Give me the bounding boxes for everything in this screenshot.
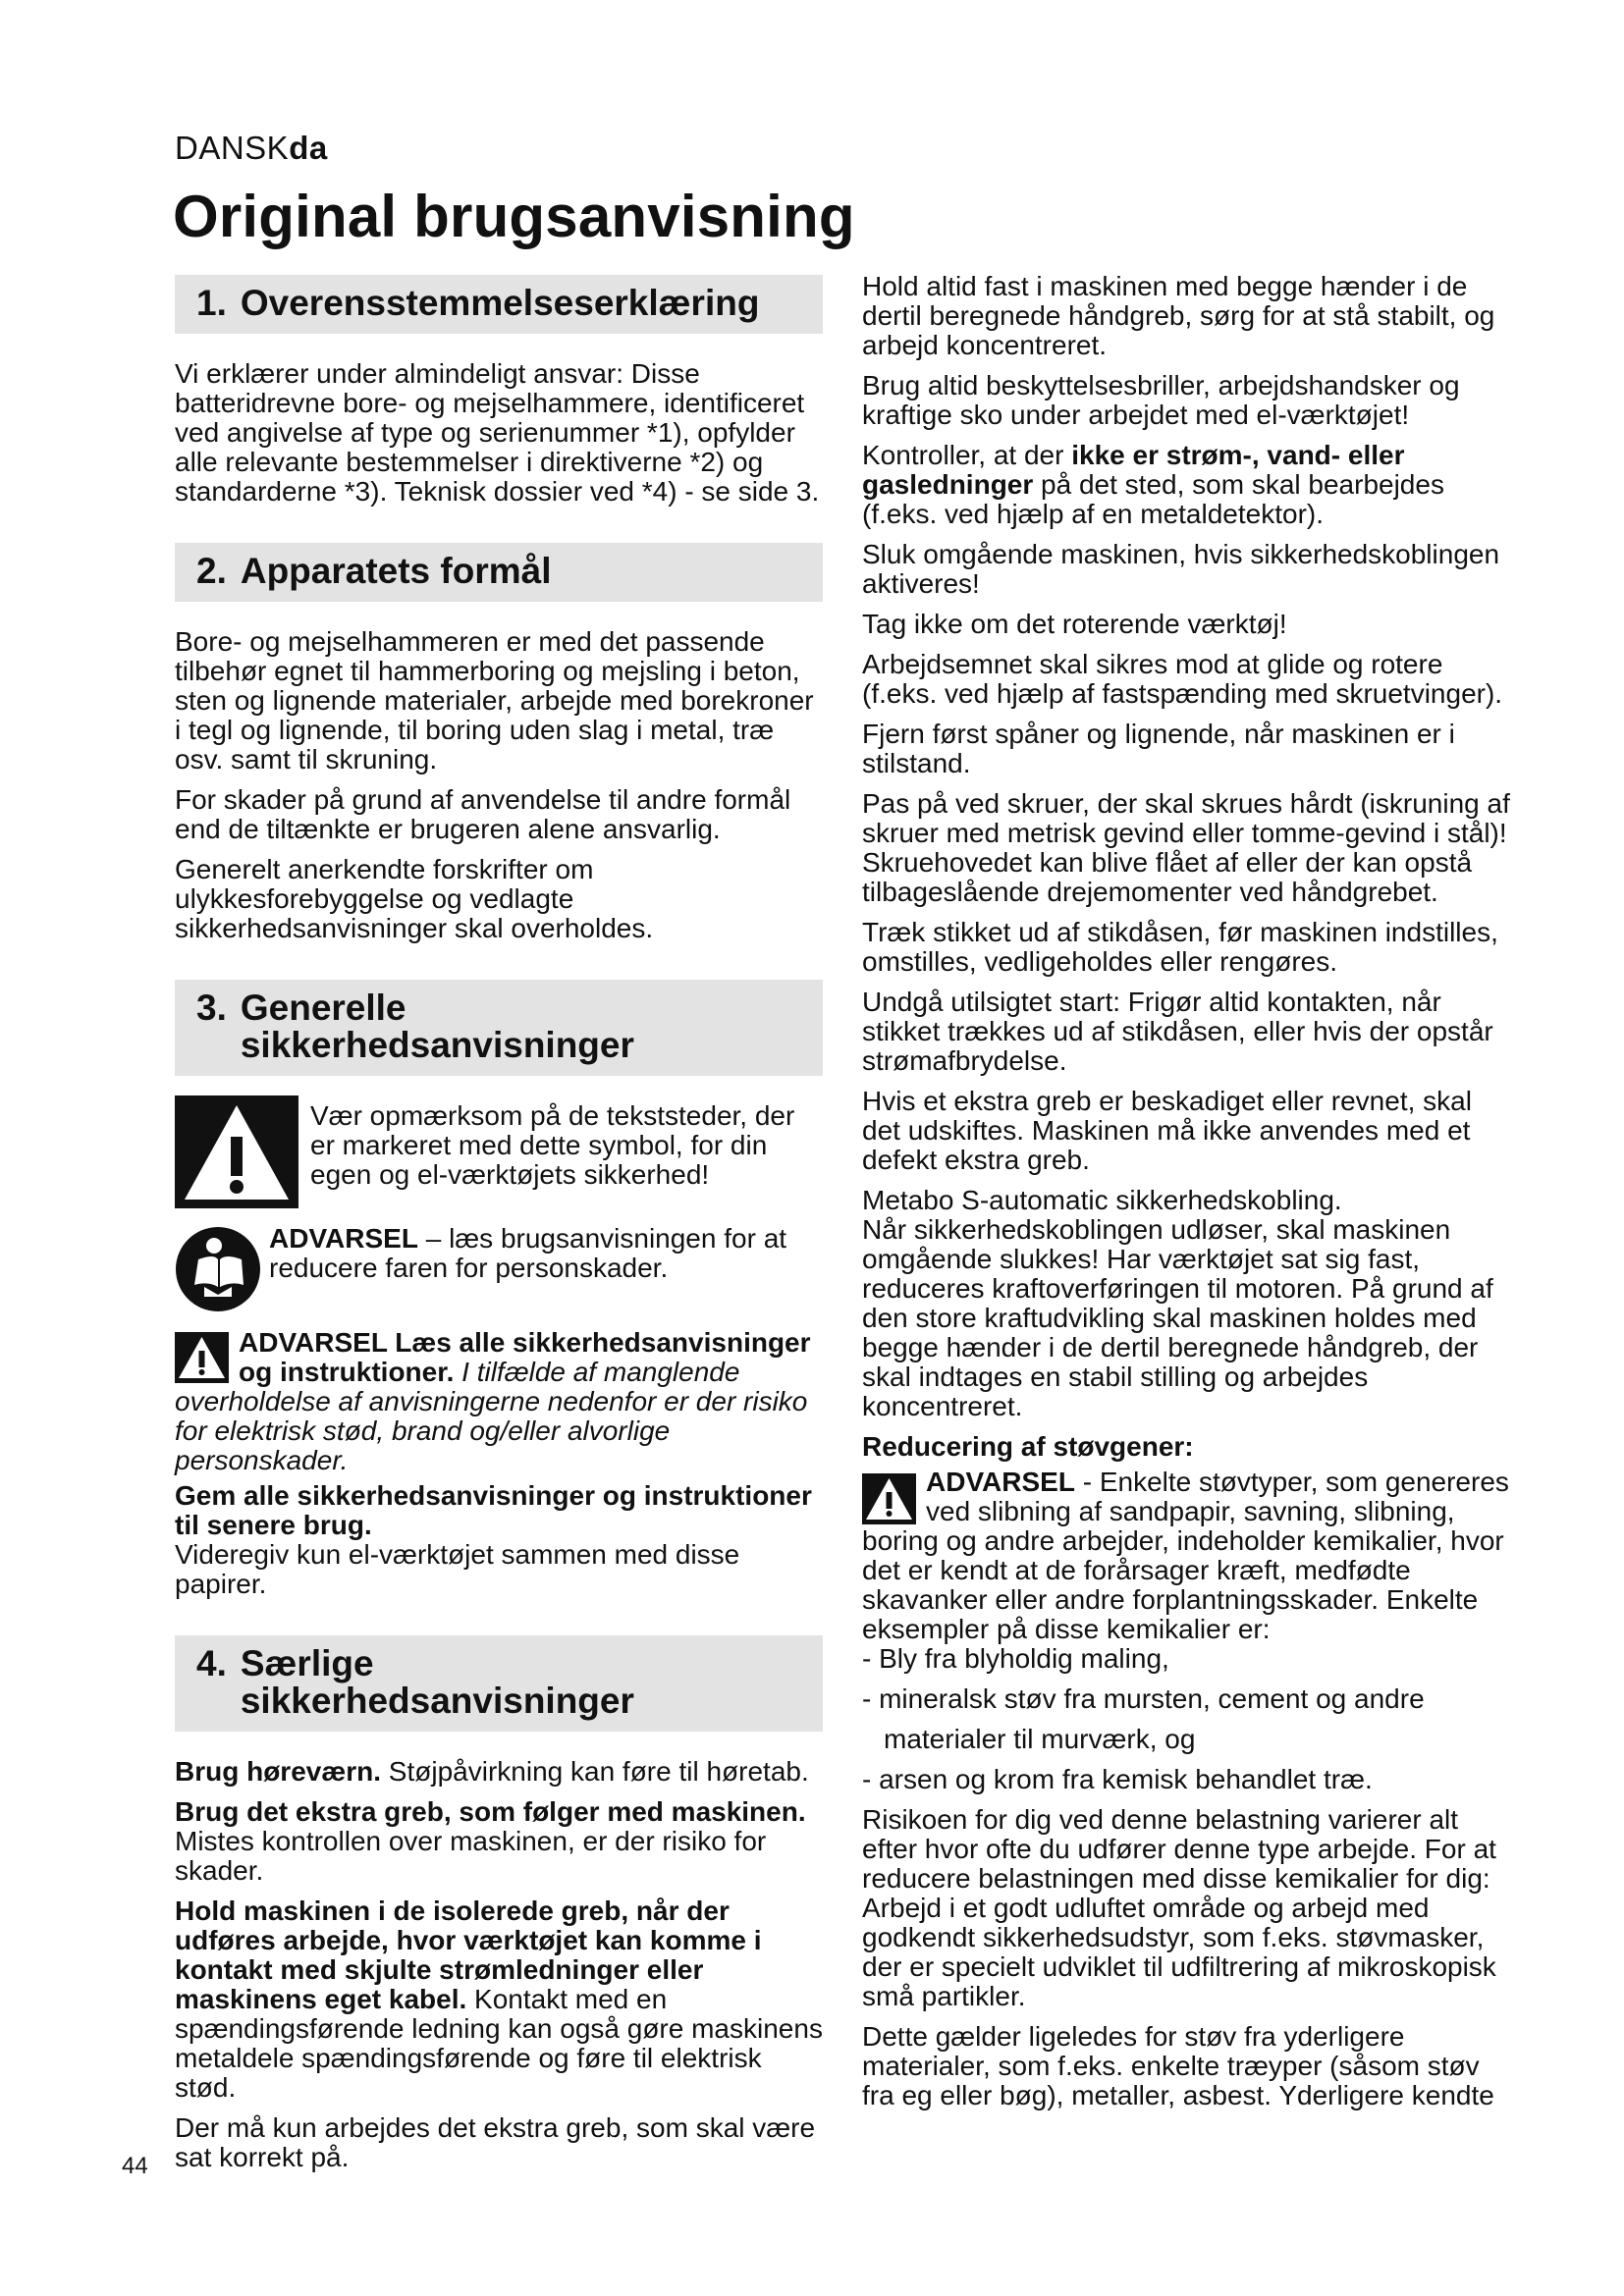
dust-heading: [862, 1432, 1510, 1462]
symbol-note-row: [175, 1101, 823, 1208]
right-paragraph-6: Arbejdsemnet skal sikres mod at glide og rotere (f.eks. ved hjælp af fastspænding med skruetvinger).: [862, 649, 1503, 709]
section-4-title-line2: sikkerhedsanvisninger: [240, 1681, 634, 1721]
read-manual-text: [269, 1224, 823, 1283]
right-paragraph-9: Træk stikket ud af stikdåsen, før maskinen indstilles, omstilles, vedligeholdes eller rengøres.: [862, 917, 1498, 977]
extra-handle-fitted: Der må kun arbejdes det ekstra greb, som skal være sat korrekt på.: [175, 2112, 816, 2172]
last-paragraph: Dette gælder ligeledes for støv fra yderligere materialer, som f.eks. enkelte træyper (såsom støv fra eg eller bøg), metaller, asbest. Yderligere kendte: [862, 2021, 1494, 2110]
symbol-note-text: Vær opmærksom på de tekststeder, der er markeret med dette symbol, for din egen og el-værktøjets sikkerhed!: [310, 1100, 795, 1190]
dust-heading-text: Reducering af støvgener:: [862, 1431, 1194, 1462]
right-paragraph-2: Brug altid beskyttelsesbriller, arbejdshandsker og kraftige sko under arbejdet med el-værktøjet!: [862, 370, 1460, 430]
list-item: materialer til murværk, og: [884, 1724, 1196, 1754]
right-paragraph-12: [862, 1186, 1510, 1421]
dust-warning-label: ADVARSEL: [926, 1467, 1075, 1497]
general-warning: [175, 1328, 823, 1475]
left-column: [175, 275, 823, 2183]
section-4-title-line1: Særlige: [240, 1643, 374, 1683]
general-warning-italic: I tilfælde af manglende overholdelse af anvisningerne nedenfor er der risiko for elektrisk stød, brand og/eller alvorlige personskader.: [175, 1357, 808, 1475]
purpose-paragraph-1: Bore- og mejselhammeren er med det passende tilbehør egnet til hammerboring og mejsling i beton, sten og lignende materialer, arbejde med borekroner i tegl og lignende, til boring uden slag i metal, træ osv. samt til skruning.: [175, 626, 814, 774]
section-3-title-line1: Generelle: [240, 988, 406, 1028]
safety-clutch-title: Metabo S-automatic sikkerhedskobling.: [862, 1185, 1342, 1215]
risk-paragraph: Risikoen for dig ved denne belastning varierer alt efter hvor ofte du udfører denne type arbejde. For at reducere belastningen med disse kemikalier for dig: Arbejd i et godt udluftet område og arbejd med godkendt sikkerhedsudstyr, som f.eks. støvmasker, der er specielt udviklet til udfiltrering af mikroskopisk små partikler.: [862, 1804, 1496, 2011]
right-paragraph-8: Pas på ved skruer, der skal skrues hårdt (iskruning af skruer med metrisk gevind eller tomme-gevind i stål)! Skruehovedet kan blive flået af eller der kan opstå tilbageslående drejemomenter ved håndgrebet.: [862, 788, 1510, 907]
language-code: da: [289, 130, 328, 166]
keep-instructions-bold: Gem alle sikkerhedsanvisninger og instruktioner til senere brug.: [175, 1480, 812, 1540]
right-paragraph-1: Hold altid fast i maskinen med begge hænder i de dertil beregnede håndgreb, sørg for at stå stabilt, og arbejd koncentreret.: [862, 271, 1495, 360]
language-label: [175, 130, 328, 167]
section-1-number: 1.: [196, 283, 227, 323]
page-title: Original brugsanvisning: [173, 184, 855, 249]
section-2-heading: [175, 543, 823, 602]
pass-on-text: Videregiv kun el-værktøjet sammen med disse papirer.: [175, 1539, 740, 1599]
section-1-title: Overensstemmelseserklæring: [240, 283, 760, 323]
insulated-grips: [175, 1896, 823, 2103]
hearing-protection-text: Støjpåvirkning kan føre til høretab.: [381, 1756, 809, 1787]
right-paragraph-3: [862, 441, 1510, 529]
section-3-title-line2: sikkerhedsanvisninger: [240, 1025, 634, 1065]
hearing-protection: [175, 1757, 823, 1787]
right-column: [862, 272, 1510, 2121]
warning-triangle-icon: [175, 1095, 298, 1208]
safety-clutch-text: Når sikkerhedskoblingen udløser, skal maskinen omgående slukkes! Har værktøjet sat sig fast, reduceres kraftoverføringen til motoren. På grund af den store kraftudvikling skal maskinen holdes med begge hænder i de dertil beregnede håndgreb, der skal indtages en stabil stilling og arbejdes koncentreret.: [862, 1214, 1493, 1421]
section-1-heading: [175, 275, 823, 334]
chemicals-list: [862, 1644, 1510, 1794]
list-item: - Bly fra blyholdig maling,: [862, 1643, 1169, 1674]
read-manual-warning-text: – læs brugsanvisningen for at reducere faren for personskader.: [269, 1223, 787, 1283]
right-paragraph-5: Tag ikke om det roterende værktøj!: [862, 609, 1287, 639]
extra-handle: [175, 1797, 823, 1886]
right-paragraph-3-pre: Kontroller, at der: [862, 440, 1072, 470]
read-manual-row: [175, 1224, 823, 1312]
right-paragraph-3-bold: ikke er strøm-, vand- eller gasledninger: [862, 440, 1405, 500]
extra-handle-bold: Brug det ekstra greb, som følger med maskinen.: [175, 1796, 806, 1827]
purpose-paragraph-3: Generelt anerkendte forskrifter om ulykkesforebyggelse og vedlagte sikkerhedsanvisninger skal overholdes.: [175, 854, 654, 943]
general-warning-bold: ADVARSEL Læs alle sikkerhedsanvisninger og instruktioner.: [239, 1327, 811, 1387]
dust-warning: [862, 1468, 1510, 1644]
section-3-number: 3.: [196, 988, 227, 1028]
insulated-grips-text: Kontakt med en spændingsførende ledning kan også gøre maskinens metaldele spændingsførende og føre til elektrisk stød.: [175, 1984, 823, 2103]
warning-small-icon: [862, 1473, 916, 1524]
section-2-number: 2.: [196, 551, 227, 591]
section-4-number: 4.: [196, 1643, 227, 1683]
read-manual-warning-label: ADVARSEL: [269, 1223, 418, 1254]
insulated-grips-bold: Hold maskinen i de isolerede greb, når der udføres arbejde, hvor værktøjet kan komme i kontakt med skjulte strømledninger eller maskinens eget kabel.: [175, 1896, 762, 2014]
section-3-heading: [175, 980, 823, 1076]
purpose-paragraph-2: For skader på grund af anvendelse til andre formål end de tiltænkte er brugeren alene ansvarlig.: [175, 784, 791, 844]
language-name: DANSK: [175, 130, 290, 166]
declaration-text: Vi erklærer under almindeligt ansvar: Disse batteridrevne bore- og mejselhammere, identificeret ved angivelse af type og serienummer *1), opfylder alle relevante bestemmelser i direktiverne *2) og standarderne *3). Teknisk dossier ved *4) - se side 3.: [175, 358, 820, 507]
hearing-protection-bold: Brug høreværn.: [175, 1756, 382, 1787]
list-item: - mineralsk støv fra mursten, cement og andre: [862, 1683, 1425, 1714]
page-number: 44: [122, 2153, 148, 2179]
section-4-heading: [175, 1635, 823, 1732]
read-manual-icon: [175, 1226, 261, 1312]
extra-handle-text: Mistes kontrollen over maskinen, er der risiko for skader.: [175, 1826, 767, 1886]
right-paragraph-7: Fjern først spåner og lignende, når maskinen er i stilstand.: [862, 719, 1455, 778]
list-item: - arsen og krom fra kemisk behandlet træ.: [862, 1764, 1373, 1794]
keep-instructions: [175, 1481, 823, 1540]
right-paragraph-4: Sluk omgående maskinen, hvis sikkerhedskoblingen aktiveres!: [862, 539, 1500, 599]
dust-warning-text: - Enkelte støvtyper, som genereres ved slibning af sandpapir, savning, slibning, boring og andre arbejder, indeholder kemikalier, hvor det er kendt at de forårsager kræft, medfødte skavanker eller andre forplantningsskader. Enkelte eksempler på disse kemikalier er:: [862, 1467, 1509, 1644]
warning-small-icon: [175, 1332, 229, 1383]
right-paragraph-3-post: på det sted, som skal bearbejdes (f.eks. ved hjælp af en metaldetektor).: [862, 469, 1444, 529]
section-2-title: Apparatets formål: [240, 551, 552, 591]
right-paragraph-11: Hvis et ekstra greb er beskadiget eller revnet, skal det udskiftes. Maskinen må ikke anvendes med et defekt ekstra greb.: [862, 1086, 1472, 1175]
right-paragraph-10: Undgå utilsigtet start: Frigør altid kontakten, når stikket trækkes ud af stikdåsen, eller hvis der opstår strømafbrydelse.: [862, 987, 1493, 1076]
